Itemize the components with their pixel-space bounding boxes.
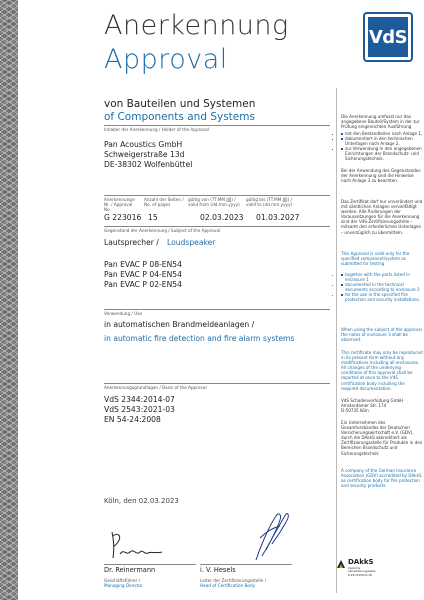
valid-from-date: 02.03.2023 [200,213,244,222]
side-list-de-item: • dokumentiert in den technischen Unterlagen nach Anlage 2, [341,136,423,146]
valid-from-label: gültig von (TT.MM.JJJJ) / valid from (dd.mm.yyyy) [188,197,240,207]
side-addr-1: VdS Schadenverhütung GmbH [341,398,404,403]
rule-use [104,309,330,310]
rule-signature-1 [104,564,196,565]
signer-1-name: Dr. Reinermann [104,566,156,574]
dakks-sub-3: D-ZE-11008-01-00 [348,573,373,577]
title-german: Anerkennung [104,10,289,41]
page-count: 15 [148,213,158,222]
signature-reinermann [108,528,168,560]
use-english: in automatic fire detection and fire alarm systems [104,334,295,343]
side-p2: Bei der Anwendung des Gegenstandes der Anerkennung sind die Hinweise nach Anlage 3 zu beachten. [341,168,421,184]
side-list-en-item: • for the use in the specified fire protection and security installations. [341,292,423,302]
dakks-sub-2: Akkreditierungsstelle [348,570,376,573]
side-list-de [341,131,423,162]
side-p8: A company of the German Insurance Association (GDV) accredited by DAkkS as certification body for fire protection and security products [341,468,422,489]
side-column-divider [336,88,337,593]
holder-label: Inhaber der Anerkennung / Holder of the Approval [104,127,210,132]
guilloche-border [0,0,18,600]
side-p4: This Approval is valid only for the specified component/system as submitted for testing [341,251,410,267]
approval-no-label: Anerkennungs-Nr. / Approval No. [104,197,136,212]
basis-label: Anerkennungsgrundlagen / Basis of the Approval [104,385,207,390]
holder-street: Schweigerstraße 13d [104,150,185,159]
vds-logo [363,12,413,62]
valid-to-date: 01.03.2027 [256,213,300,222]
use-german: in automatischen Brandmeldeanlagen / [104,320,255,329]
subject-type-de: Lautsprecher / [104,238,159,247]
valid-to-label: gültig bis (TT.MM.JJJJ) / valid to (dd.mm.yyyy) [246,197,293,207]
side-p5: When using the subject of the approval the notes of enclosure 3 shall be observed. [341,327,422,343]
signer-2-name: i. V. Hesels [200,566,236,574]
signer-1-role-en: Managing Director [104,583,143,588]
model-2: Pan EVAC P 04-EN54 [104,270,182,279]
signer-2-role-en: Head of Certification Body [200,583,256,588]
signature-hesels [246,508,296,564]
side-list-en [341,272,423,303]
side-p1: Die Anerkennung umfasst nur das angegebene Bauteil/System in der zur Prüfung eingereichten Ausführung [341,114,420,130]
side-p3: Das Zertifikat darf nur unverändert und mit sämtlichen Anlagen vervielfältigt werden. Alle Änderungen der Voraussetzungen für die Anerkennung sind der VdS-Zertifizierungsstelle – mitsamt den erforderlichen Unterlagen – unverzüglich zu übermitteln. [341,199,423,235]
signer-1-role-de: Geschäftsführer / [104,578,141,583]
approval-number: G 223016 [104,213,142,222]
rule-signature-2 [200,564,292,565]
side-p7: Ein Unternehmen des Gesamtverbandes der Deutschen Versicherungswirtschaft e.V. (GDV), durch die DAkkS akkreditiert als Zertifizierungsstelle für Produkte in den Bereichen Brandschutz und Sicherungstechnik [341,420,423,456]
use-label: Verwendung / Use [104,311,143,316]
side-list-en-item: • documented in the technical documents according to enclosure 2 [341,282,423,292]
basis-item-1: VdS 2344:2014-07 [104,395,175,404]
pages-label: Anzahl der Seiten / No. of pages [144,197,184,207]
side-p6: This certificate may only be reproduced in its present form without any modifications including all enclosures. All changes of the underlying conditions of this approval shall be reported at once to the VdS certification body including the required documentation. [341,350,423,391]
subject-type-en: Loudspeaker [167,238,216,247]
model-1: Pan EVAC P 08-EN54 [104,260,182,269]
place-date: Köln, den 02.03.2023 [104,497,179,505]
holder-city: DE-38302 Wolfenbüttel [104,160,193,169]
side-list-de-item: • zur Verwendung in den angegebenen Einrichtungen der Brandschutz- und Sicherungstechnik. [341,146,423,161]
dakks-sub-1: Deutsche [348,567,361,570]
basis-item-3: EN 54-24:2008 [104,415,161,424]
dakks-name: DAkkS [348,558,374,566]
basis-item-2: VdS 2543:2021-03 [104,405,175,414]
side-addr-3: D-50735 Köln [341,408,369,413]
side-addr-2: Amsterdamer Str. 174 [341,403,387,408]
subject-label: Gegenstand der Anerkennung / Subject of the Approval [104,228,221,233]
subtitle-english: of Components and Systems [104,111,255,123]
signer-2-role-de: Leiter der Zertifizierungsstelle / [200,578,267,583]
side-list-en-item: • together with the parts listed in enclosure 1 [341,272,423,282]
dakks-emblem-icon [336,559,346,569]
dakks-mark [336,556,382,582]
rule-numbers [104,195,330,196]
certificate-page [18,0,424,600]
rule-basis [104,383,330,384]
model-3: Pan EVAC P 02-EN54 [104,280,182,289]
rule-holder [104,125,330,126]
rule-subject [104,226,330,227]
holder-name: Pan Acoustics GmbH [104,140,183,149]
side-list-de-item: • mit den Bestandteilen nach Anlage 1, [341,131,423,136]
vds-logo-text: VdS [368,17,408,57]
subtitle-german: von Bauteilen und Systemen [104,98,256,110]
title-english: Approval [104,44,228,75]
